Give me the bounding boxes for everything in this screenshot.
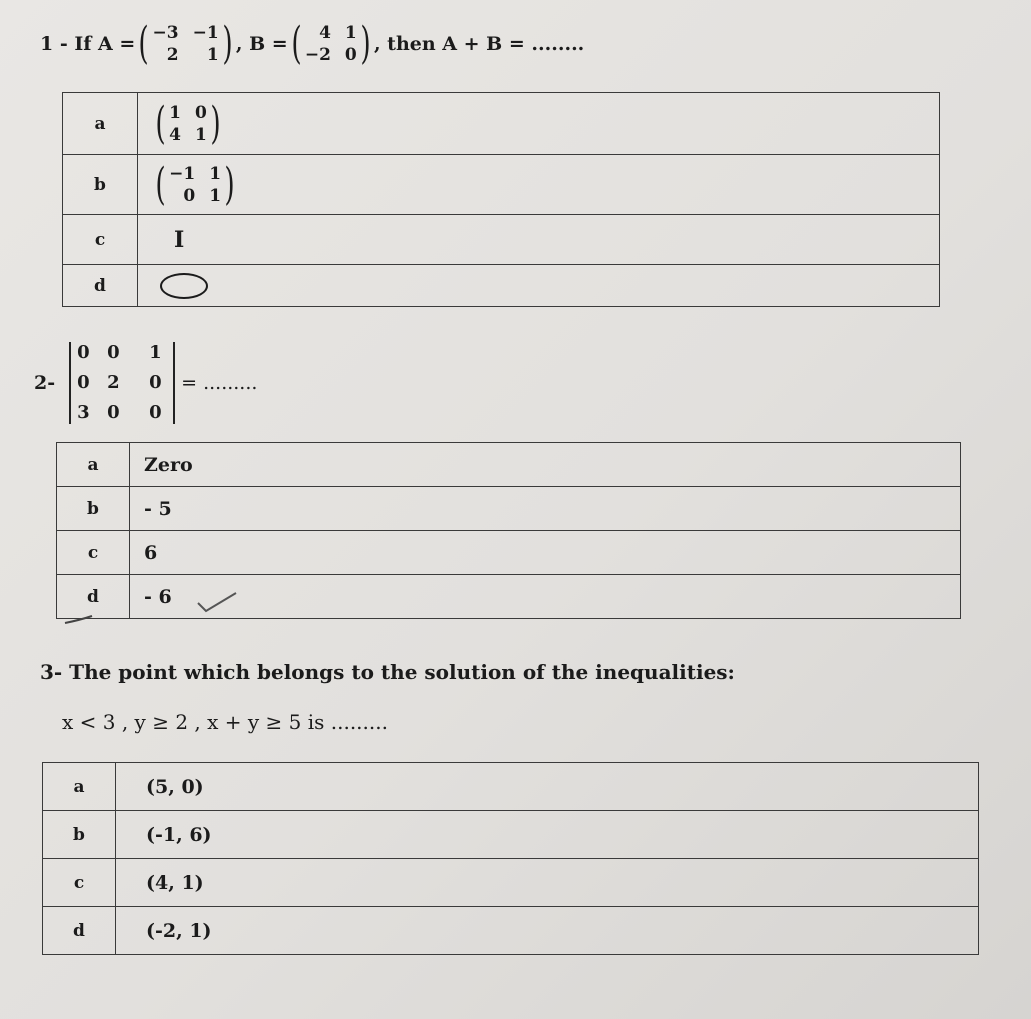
- question-2-prefix: 2-: [34, 372, 56, 394]
- question-1-stem: 1 - If A = ( −3 −1 2 1 ) , B = ( 4 1 −2 0 ) , then A + B = ........: [40, 18, 585, 69]
- question-1-prefix: 1 - If: [40, 33, 92, 55]
- option-matrix-cell: 1: [209, 185, 222, 206]
- question-3-inequalities: x < 3 , y ≥ 2 , x + y ≥ 5 is .........: [62, 710, 388, 734]
- option-value: [138, 265, 940, 307]
- determinant: [69, 342, 175, 424]
- zero-matrix-symbol: [160, 273, 208, 299]
- handwritten-check-mark: [60, 585, 260, 630]
- matrix-b-cell: 1: [344, 23, 357, 43]
- option-label: c: [63, 215, 138, 265]
- option-row[interactable]: [57, 443, 961, 487]
- option-row[interactable]: [63, 265, 940, 307]
- question-2-stem: [34, 338, 257, 428]
- determinant-cell: 0: [149, 402, 162, 423]
- option-value: (-2, 1): [116, 907, 979, 955]
- option-matrix: ( −1 1 0 1 ): [155, 158, 235, 210]
- option-matrix-cell: 0: [183, 185, 196, 206]
- option-value: Zero: [130, 443, 961, 487]
- determinant-cell: 0: [107, 402, 120, 423]
- matrix-b-cell: 4: [319, 23, 331, 43]
- option-row[interactable]: [43, 859, 979, 907]
- matrix-b-cell: 0: [344, 45, 357, 65]
- option-label: d: [63, 265, 138, 307]
- option-value: I: [138, 215, 940, 265]
- option-label: b: [57, 487, 130, 531]
- option-matrix-cell: 0: [195, 102, 207, 123]
- option-value: [138, 155, 940, 215]
- question-2-suffix: = .........: [181, 372, 258, 394]
- option-label: c: [57, 531, 130, 575]
- option-label: d: [43, 907, 116, 955]
- determinant-cell: 1: [149, 342, 162, 363]
- option-label: b: [63, 155, 138, 215]
- option-matrix-cell: 1: [195, 124, 207, 145]
- option-label: d: [57, 575, 130, 619]
- option-value: (4, 1): [116, 859, 979, 907]
- option-row[interactable]: [43, 907, 979, 955]
- option-label: b: [43, 811, 116, 859]
- option-matrix-cell: 1: [169, 102, 182, 123]
- determinant-cell: 0: [107, 342, 120, 363]
- option-value: (5, 0): [116, 763, 979, 811]
- option-value: 6: [130, 531, 961, 575]
- option-row[interactable]: [63, 215, 940, 265]
- determinant-cell: 2: [107, 372, 120, 393]
- matrix-a-cell: −3: [152, 23, 179, 43]
- question-1-options: [62, 92, 940, 307]
- question-3-options: [42, 762, 979, 955]
- option-row[interactable]: [63, 155, 940, 215]
- matrix-b-name: B: [249, 33, 266, 55]
- question-3-prompt: 3- The point which belongs to the solution of the inequalities:: [40, 660, 735, 684]
- matrix-a: ( −3 −1 2 1 ): [138, 18, 233, 69]
- question-1-suffix: , then A + B = ........: [373, 33, 585, 55]
- matrix-b: ( 4 1 −2 0 ): [291, 18, 371, 69]
- matrix-a-cell: 1: [206, 45, 219, 65]
- option-label: a: [43, 763, 116, 811]
- option-label: a: [63, 93, 138, 155]
- option-value: - 5: [130, 487, 961, 531]
- option-value: [138, 93, 940, 155]
- option-row[interactable]: [43, 763, 979, 811]
- option-matrix-cell: 1: [209, 163, 222, 184]
- matrix-b-cell: −2: [304, 45, 331, 65]
- determinant-cell: 0: [149, 372, 162, 393]
- option-matrix: ( 1 0 4 1 ): [155, 97, 221, 149]
- matrix-a-cell: −1: [192, 23, 219, 43]
- option-value: (-1, 6): [116, 811, 979, 859]
- determinant-cell: 3: [77, 402, 90, 423]
- matrix-a-name: A: [98, 33, 113, 55]
- option-label: a: [57, 443, 130, 487]
- determinant-cell: 0: [77, 372, 90, 393]
- option-row[interactable]: [57, 487, 961, 531]
- option-matrix-cell: 4: [169, 124, 182, 145]
- matrix-a-cell: 2: [166, 45, 179, 65]
- option-matrix-cell: −1: [169, 163, 196, 184]
- option-row[interactable]: [43, 811, 979, 859]
- option-label: c: [43, 859, 116, 907]
- option-row[interactable]: [57, 531, 961, 575]
- option-value: - 6: [130, 575, 961, 619]
- option-row[interactable]: [63, 93, 940, 155]
- determinant-cell: 0: [77, 342, 90, 363]
